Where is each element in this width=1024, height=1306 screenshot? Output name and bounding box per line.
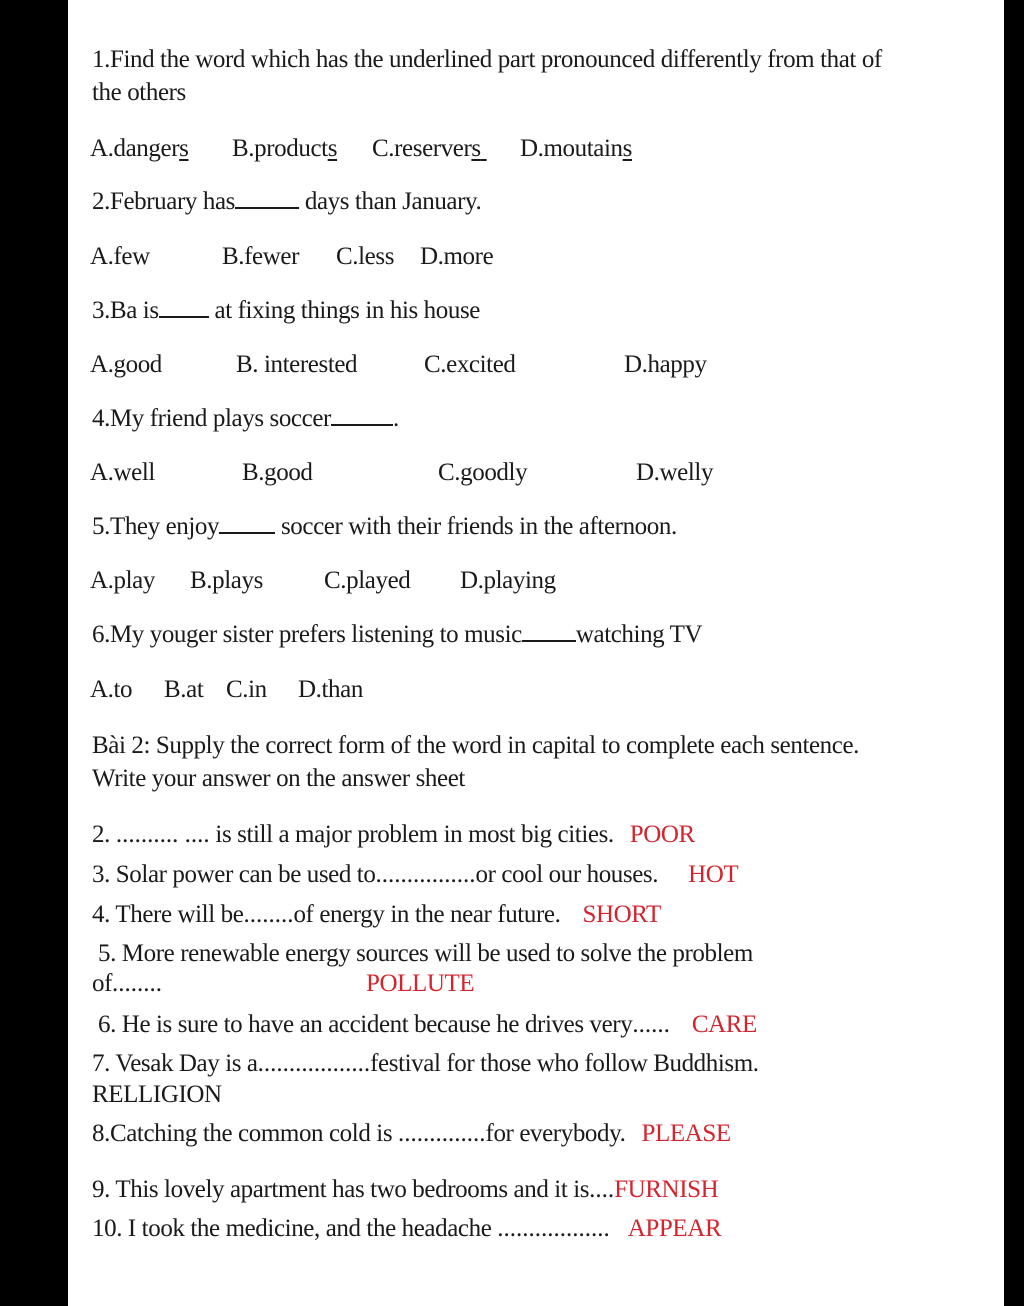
q2-option-a: A.few (90, 243, 150, 270)
answer-blank (159, 296, 209, 318)
section-2-heading-line-1: Bài 2: Supply the correct form of the word in capital to complete each sentence. (92, 732, 860, 759)
q6-option-a: A.to (90, 676, 133, 703)
q1-option-c: C.reservers (372, 135, 481, 162)
word-form-item-3: 3. Solar power can be used to................or cool our houses. HOT (92, 861, 739, 888)
word-form-item-6: 6. He is sure to have an accident because he drives very...... CARE (98, 1011, 757, 1038)
q2-option-b: B.fewer (222, 243, 300, 270)
q1-option-a: A.dangers (90, 135, 189, 162)
q6-option-d: D.than (298, 676, 363, 703)
q5-option-d: D.playing (460, 567, 556, 594)
answer-blank (219, 512, 275, 534)
keyword: HOT (688, 861, 739, 888)
word-form-item-5-line-1: 5. More renewable energy sources will be used to solve the problem (98, 940, 753, 967)
word-form-item-5-line-2: of........ (92, 970, 163, 997)
answer-blank (522, 620, 576, 642)
keyword: POLLUTE (366, 970, 475, 997)
answer-blank (235, 187, 299, 209)
word-form-item-9: 9. This lovely apartment has two bedrooms and it is....FURNISH (92, 1176, 719, 1203)
word-form-item-10: 10. I took the medicine, and the headache .................. APPEAR (92, 1215, 722, 1242)
question-2: 2.February has days than January. (92, 188, 482, 215)
question-1-line-1: 1.Find the word which has the underlined part pronounced differently from that of (92, 46, 882, 73)
question-6: 6.My youger sister prefers listening to music watching TV (92, 621, 703, 648)
keyword: FURNISH (614, 1176, 719, 1203)
q2-option-c: C.less (336, 243, 395, 270)
question-3: 3.Ba is at fixing things in his house (92, 297, 480, 324)
word-form-item-2: 2. .......... .... is still a major problem in most big cities. POOR (92, 821, 695, 848)
keyword: APPEAR (627, 1215, 722, 1242)
answer-blank (331, 404, 393, 426)
question-5: 5.They enjoy soccer with their friends in the afternoon. (92, 513, 677, 540)
q3-option-c: C.excited (424, 351, 516, 378)
word-form-item-4: 4. There will be........of energy in the near future. SHORT (92, 901, 661, 928)
word-form-item-7-keyword: RELLIGION (92, 1081, 222, 1108)
q6-option-c: C.in (226, 676, 267, 703)
q1-option-b: B.products (232, 135, 338, 162)
keyword: SHORT (582, 901, 661, 928)
q4-option-b: B.good (242, 459, 313, 486)
keyword: CARE (691, 1011, 757, 1038)
q4-option-d: D.welly (636, 459, 714, 486)
word-form-item-8: 8.Catching the common cold is ..............for everybody. PLEASE (92, 1120, 731, 1147)
q2-option-d: D.more (420, 243, 494, 270)
q4-option-c: C.goodly (438, 459, 528, 486)
q5-option-b: B.plays (190, 567, 263, 594)
q3-option-d: D.happy (624, 351, 707, 378)
section-2-heading-line-2: Write your answer on the answer sheet (92, 765, 465, 792)
q6-option-b: B.at (164, 676, 204, 703)
q5-option-a: A.play (90, 567, 155, 594)
q4-option-a: A.well (90, 459, 155, 486)
question-4: 4.My friend plays soccer . (92, 405, 399, 432)
word-form-item-7-line-1: 7. Vesak Day is a..................festival for those who follow Buddhism. (92, 1050, 759, 1077)
q5-option-c: C.played (324, 567, 411, 594)
keyword: PLEASE (641, 1120, 731, 1147)
keyword: POOR (629, 821, 695, 848)
q1-option-d: D.moutains (520, 135, 632, 162)
q3-option-a: A.good (90, 351, 162, 378)
worksheet-page (68, 0, 1004, 1306)
question-1-line-2: the others (92, 79, 186, 106)
q3-option-b: B. interested (236, 351, 358, 378)
